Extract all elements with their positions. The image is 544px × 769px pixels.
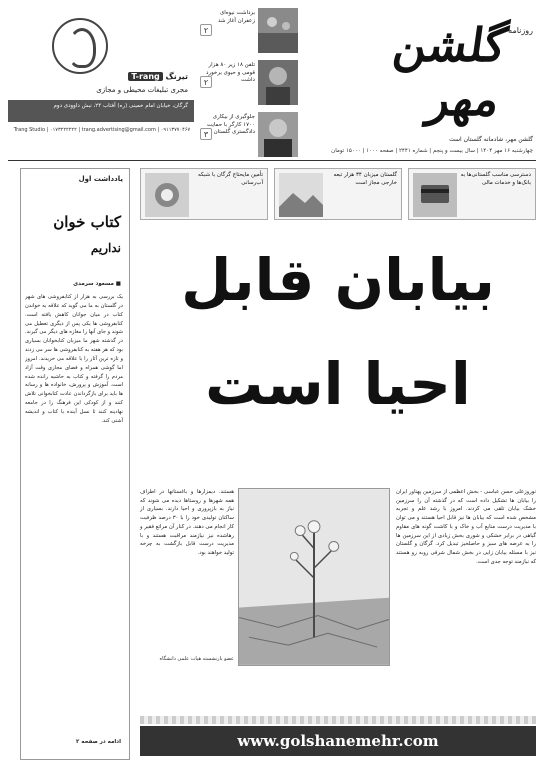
masthead-logo: گلشن مهر	[389, 18, 511, 126]
teaser-text: تلفن ۱۸ زیر ۸۰ هزار قومی و حیوی برخورد داشت	[205, 62, 255, 84]
footer-accent	[140, 716, 536, 724]
author-caption: عضو بازنشسته هیات علمی دانشگاه	[159, 656, 234, 662]
page-number: ۲	[200, 76, 212, 88]
masthead	[308, 8, 533, 154]
card-text: تأمین مایحتاج گرگان با شبکه آب‌رسانی	[197, 172, 263, 186]
teaser-text: برداشت نیوه‌ای زعفران آغاز شد	[217, 10, 255, 24]
website-url[interactable]: www.golshanemehr.com	[140, 726, 536, 756]
masthead-description: گلشن مهر، شادمانه گلستان است	[449, 136, 533, 143]
teaser-list	[200, 8, 298, 158]
continued-link[interactable]: ادامه در صفحه ۲	[76, 739, 121, 745]
page-number: ۳	[200, 128, 212, 140]
news-cards	[140, 168, 536, 220]
bank-card-icon	[413, 173, 457, 217]
news-card[interactable]	[274, 168, 402, 220]
water-pipe-icon	[145, 173, 189, 217]
sidebar-body: یک بررسی به هزار از کتابفروشی های شهر در گلستان به ما می گوید که علاقه به خواندن کتاب در میان جوانان کاهش یافته است. کتابفروشی ها یکی پس از دیگری تعطیل می شوند و جای آنها را مغازه های دیگر می گیرند. در گذشته شهر ما میزبان کتابخوانان بسیاری بود که هر هفته به کتابفروشی ها سر می زدند و تازه ترین آثار را با علاقه می خریدند. امروز اما گوشی همراه و فضای مجازی وقت آزاد مردم را گرفته و کتاب به حاشیه رانده شده است. آموزش و پرورش، خانواده ها و رسانه ها باید برای بازگرداندن عادت کتابخوانی تلاش کنند و از کودکی این فرهنگ را در جامعه نهادینه کنند تا نسل آینده با کتاب و اندیشه آشتی کند.	[25, 294, 123, 424]
editorial-sidebar	[20, 168, 130, 760]
issue-info: چهارشنبه ۱۶ مهر ۱۴۰۴ | سال بیست و پنجم | شماره ۲۴۴۱ | صفحه ۱۰۰۰ | ۱۵۰۰۰ تومان	[331, 148, 533, 154]
card-text: گلستان میزبان ۳۴ هزار تبعه خارجی مجاز است	[333, 172, 397, 186]
card-text: دسترسی مناسب گلستانی‌ها به بانک‌ها و خدمات مالی	[460, 172, 531, 186]
masthead-label: روزنامه	[508, 26, 533, 35]
desert-plant-photo	[238, 488, 390, 666]
teaser-item[interactable]	[200, 8, 298, 53]
official-photo	[258, 112, 298, 157]
portrait-photo	[258, 60, 298, 105]
news-card[interactable]	[408, 168, 536, 220]
brand-address: گرگان، خیابان امام خمینی (ره) آفتاب ۲۴، نبش داوودی دوم	[8, 100, 194, 122]
news-card[interactable]	[140, 168, 268, 220]
headline-area	[140, 222, 536, 482]
saffron-field-photo	[258, 8, 298, 53]
brand-contact: ۰۹۱۱۳۷۷۰۴۶۷ | Trang Studio | ۰۱۷۳۲۲۲۲۲۲ | trang.advertising@gmail.com	[13, 127, 191, 133]
brand-logo-icon	[52, 18, 108, 74]
sidebar-subtitle: نداریم	[90, 241, 121, 255]
sidebar-title: کتاب خوان	[53, 213, 121, 231]
teaser-item[interactable]	[200, 112, 298, 157]
brand-name	[125, 72, 188, 81]
teaser-text: جلوگیری از بیکاری ۱۷۰۰ کارگر با حمایت دادگستری گلستان	[206, 114, 255, 136]
brand-name-text: تیرنگ	[165, 72, 188, 81]
headline-line-1: بیابان قابل	[181, 246, 495, 314]
article-column-right: نوروزعلی حسن عباسی - بخش اعظمی از سرزمین پهناور ایران را بیابان ها تشکیل داده است که در گذشته آن را سرزمین خشک بیابان تلقی می کردند. امروز با رشد علم و تجربه مشخص شده است که بیابان ها نیز قابل احیا هستند و می توان با مدیریت درست منابع آب و خاک و با کاشت گونه های مقاوم گیاهی در برابر خشکی و شوری بخش زیادی از این سرزمین ها را به عرصه های سبز و حاصلخیز تبدیل کرد. گرگان و گلستان نیز با مسئله بیابان زایی در بخش شمال شرقی روبه رو هستند که نیازمند توجه جدی است.	[396, 489, 536, 565]
article-column-left: هستند. دیمزارها و باغستانها در اطراف همه شهرها و روستاها دیده می شوند که نیاز به بازپروری و احیا دارند. بسیاری از ساکنان تولیدی خود را با ۳۰ درصد ظرفیت کار انجام می دهند. در کنار آن مراتع فقیر و رهاشده نیز نیازمند مراقبت هستند و با مدیریت درست قابل بازگشت به چرخه تولید خواهند بود.	[140, 489, 234, 557]
advertiser-box	[8, 8, 194, 158]
divider	[8, 160, 536, 161]
page-number: ۲	[200, 24, 212, 36]
landscape-photo	[279, 173, 323, 217]
headline-line-2: احیا است	[205, 350, 471, 418]
brand-badge: T-rang	[128, 72, 162, 81]
sidebar-header: یادداشت اول	[78, 175, 123, 183]
sidebar-author: ■ مسعود سرمدی	[73, 281, 121, 287]
brand-tagline: مجری تبلیغات محیطی و مجازی	[96, 86, 188, 94]
teaser-item[interactable]	[200, 60, 298, 105]
